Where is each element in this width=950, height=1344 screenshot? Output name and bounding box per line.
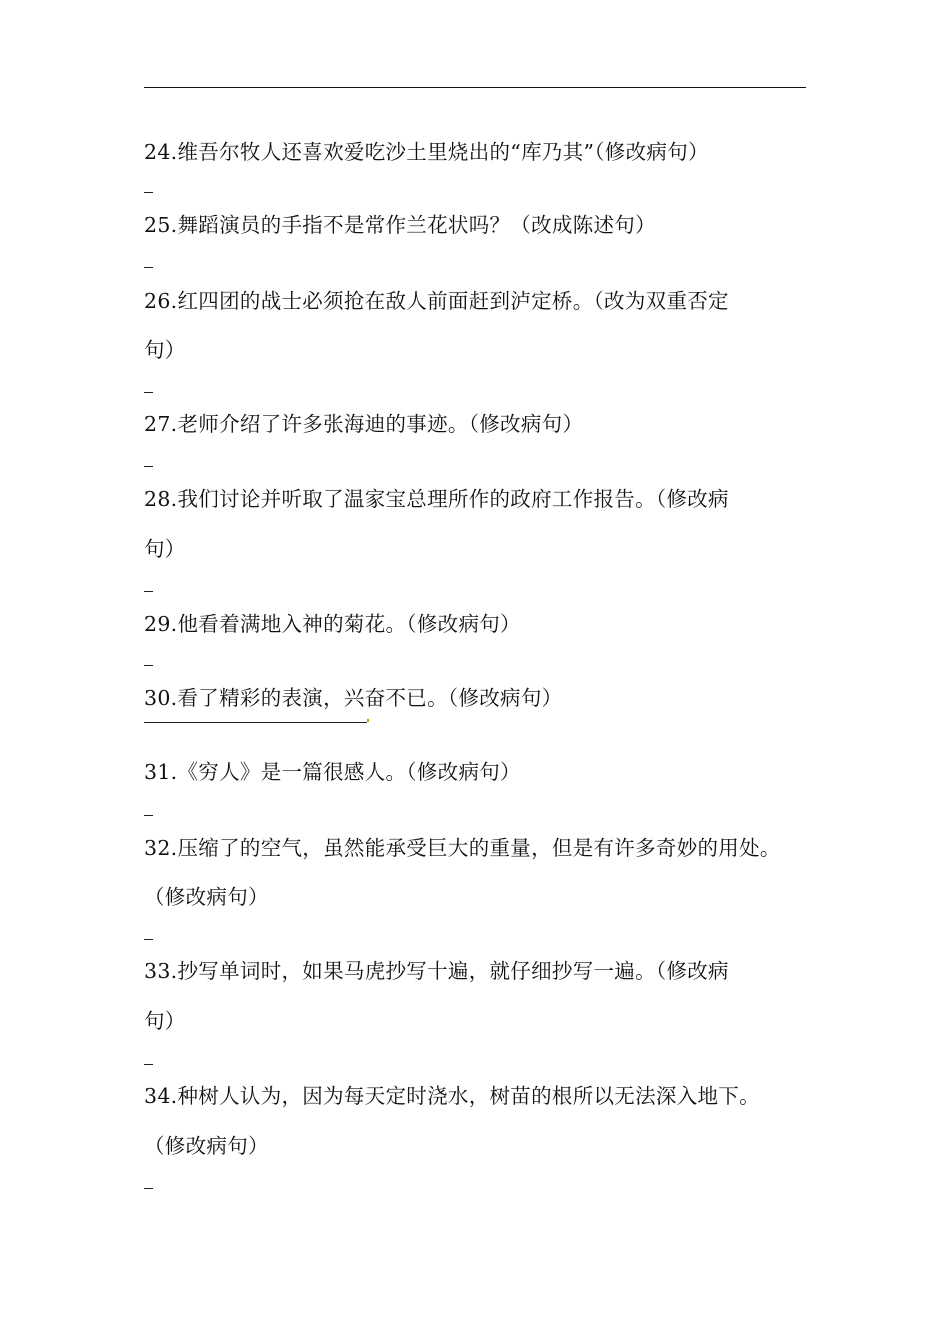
question-26-line-2: 句） — [144, 338, 186, 362]
question-34-line-2: （修改病句） — [144, 1134, 269, 1158]
answer-blank-28[interactable] — [144, 591, 153, 592]
answer-blank-25[interactable] — [144, 267, 153, 268]
answer-blank-34[interactable] — [144, 1188, 153, 1189]
question-30-line-1: 30.看了精彩的表演，兴奋不已。（修改病句） — [144, 686, 563, 710]
question-33-line-1: 33.抄写单词时，如果马虎抄写十遍，就仔细抄写一遍。（修改病 — [144, 959, 729, 983]
answer-blank-31[interactable] — [144, 815, 153, 816]
question-27-line-1: 27.老师介绍了许多张海迪的事迹。（修改病句） — [144, 412, 584, 436]
question-28-line-1: 28.我们讨论并听取了温家宝总理所作的政府工作报告。（修改病 — [144, 487, 729, 511]
question-24-line-1: 24.维吾尔牧人还喜欢爱吃沙土里烧出的“库乃其”（修改病句） — [144, 140, 709, 164]
question-25-line-1: 25.舞蹈演员的手指不是常作兰花状吗？（改成陈述句） — [144, 213, 656, 237]
mark-dot — [367, 719, 369, 722]
header-rule — [144, 87, 806, 88]
answer-blank-24[interactable] — [144, 192, 153, 193]
question-32-line-1: 32.压缩了的空气，虽然能承受巨大的重量，但是有许多奇妙的用处。 — [144, 836, 781, 860]
answer-blank-26[interactable] — [144, 392, 153, 393]
question-29-line-1: 29.他看着满地入神的菊花。（修改病句） — [144, 612, 521, 636]
answer-blank-29[interactable] — [144, 665, 153, 666]
question-34-line-1: 34.种树人认为，因为每天定时浇水，树苗的根所以无法深入地下。 — [144, 1084, 760, 1108]
question-31-line-1: 31.《穷人》是一篇很感人。（修改病句） — [144, 760, 521, 784]
answer-blank-32[interactable] — [144, 939, 153, 940]
question-28-line-2: 句） — [144, 537, 186, 561]
answer-blank-33[interactable] — [144, 1064, 153, 1065]
answer-blank-30[interactable] — [144, 722, 367, 723]
question-26-line-1: 26.红四团的战士必须抢在敌人前面赶到泸定桥。（改为双重否定 — [144, 289, 729, 313]
question-32-line-2: （修改病句） — [144, 885, 269, 909]
question-33-line-2: 句） — [144, 1009, 186, 1033]
answer-blank-27[interactable] — [144, 466, 153, 467]
